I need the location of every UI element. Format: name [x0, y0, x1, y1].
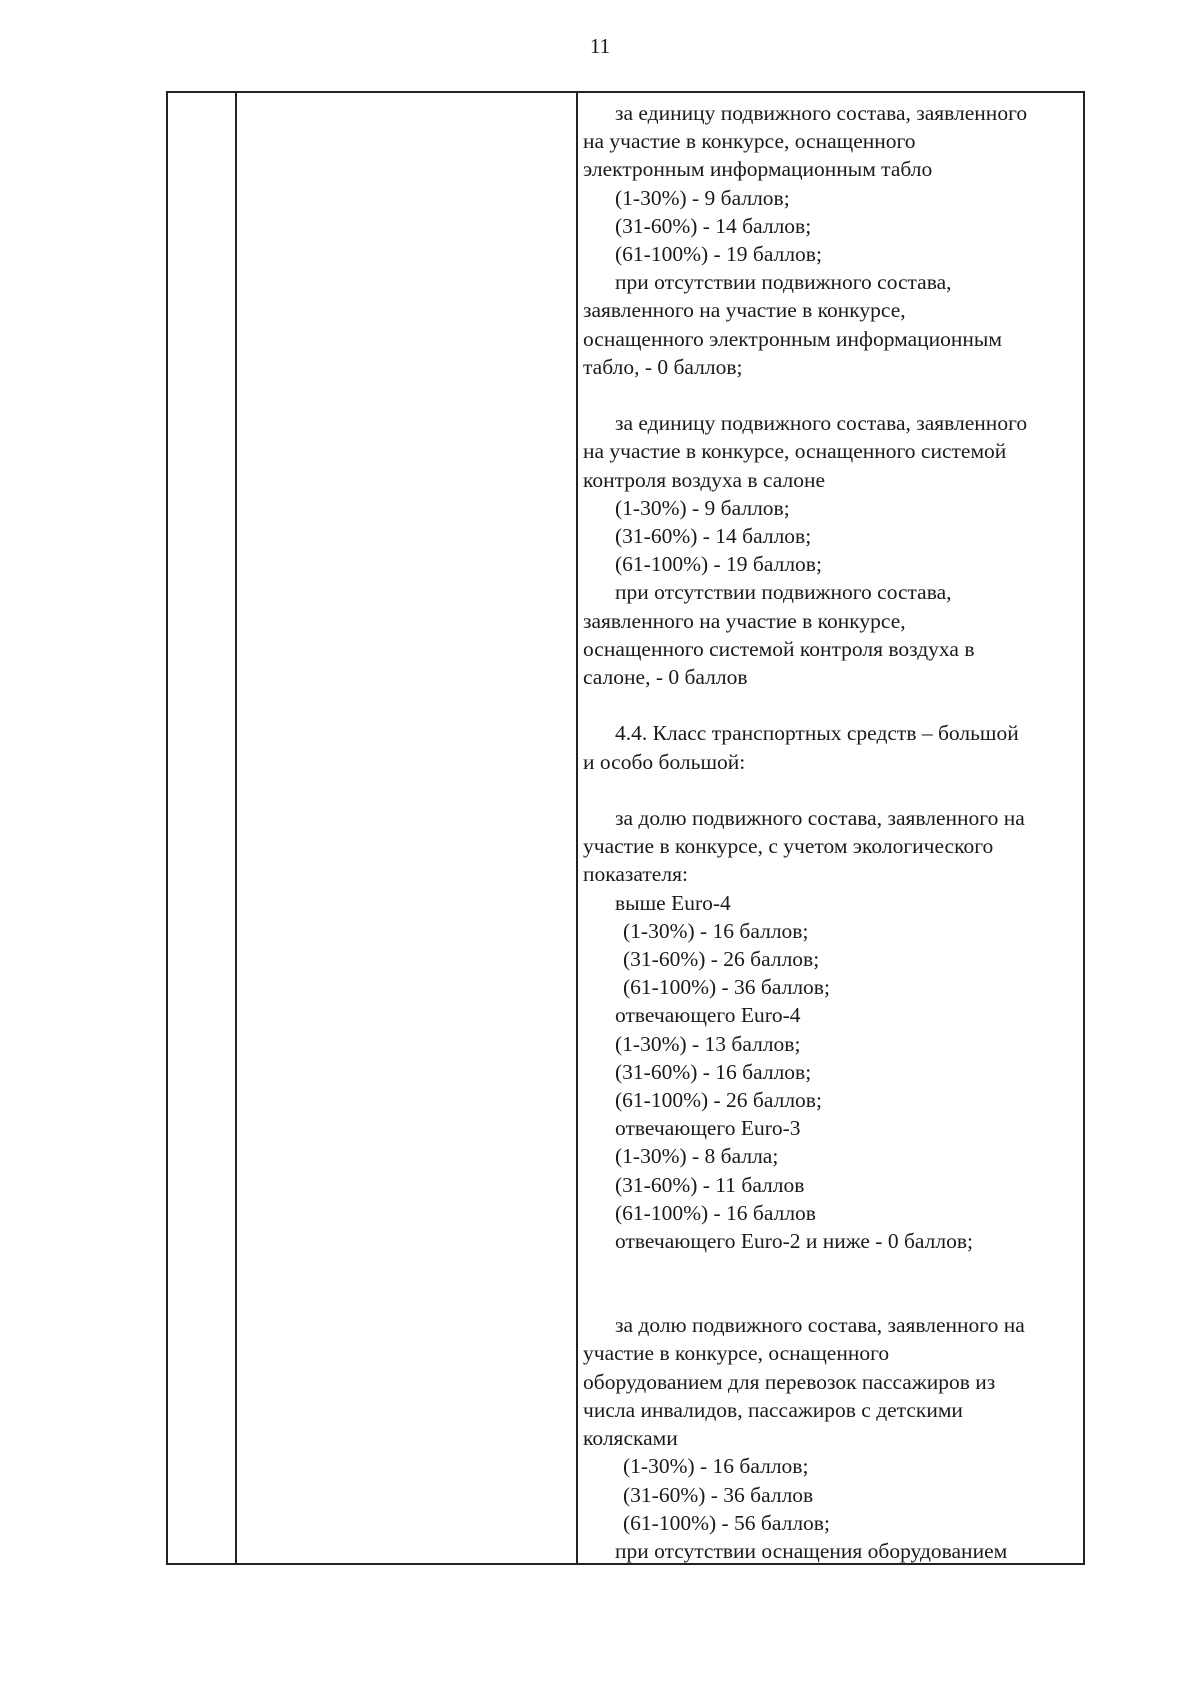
text-line: (61-100%) - 16 баллов [615, 1200, 816, 1225]
text-line: отвечающего Euro-2 и ниже - 0 баллов; [615, 1229, 973, 1254]
text-line: заявленного на участие в конкурсе, [583, 298, 906, 323]
block-spacer [579, 381, 1079, 409]
text-line: оснащенного системой контроля воздуха в [583, 636, 975, 661]
text-line: выше Euro-4 [615, 890, 731, 915]
text-line: (61-100%) - 19 баллов; [615, 552, 822, 577]
text-line: контроля воздуха в салоне [583, 467, 826, 492]
text-line: (1-30%) - 9 баллов; [615, 495, 790, 520]
text-line: (31-60%) - 11 баллов [615, 1172, 805, 1197]
criteria-block [579, 99, 1079, 381]
text-line: (31-60%) - 26 баллов; [623, 947, 820, 972]
text-line: (61-100%) - 26 баллов; [615, 1088, 822, 1113]
text-line: на участие в конкурсе, оснащенного системой [583, 439, 1007, 464]
text-line: за долю подвижного состава, заявленного на [615, 1313, 1025, 1338]
text-line: отвечающего Euro-4 [615, 1003, 801, 1028]
criteria-block [579, 1311, 1079, 1565]
text-line: (61-100%) - 19 баллов; [615, 242, 822, 267]
text-line: оснащенного электронным информационным [583, 326, 1002, 351]
page-number: 11 [589, 34, 611, 58]
text-line: при отсутствии подвижного состава, [615, 270, 952, 295]
text-line: при отсутствии подвижного состава, [615, 580, 952, 605]
text-line: при отсутствии оснащения оборудованием [615, 1538, 1008, 1563]
text-line: и особо большой: [583, 749, 746, 774]
column-divider [576, 93, 578, 1563]
criteria-block [579, 804, 1079, 1255]
text-line: (61-100%) - 36 баллов; [623, 975, 830, 1000]
text-line: (31-60%) - 14 баллов; [615, 213, 812, 238]
text-line: салоне, - 0 баллов [583, 665, 748, 690]
text-line: (31-60%) - 36 баллов [623, 1482, 814, 1507]
text-line: показателя: [583, 862, 688, 887]
column-divider [235, 93, 237, 1563]
text-line: табло, - 0 баллов; [583, 354, 743, 379]
text-line: за единицу подвижного состава, заявленного [615, 101, 1028, 125]
text-line: числа инвалидов, пассажиров с детскими [583, 1397, 963, 1422]
text-line: оборудованием для перевозок пассажиров из [583, 1369, 996, 1394]
text-line: (61-100%) - 56 баллов; [623, 1510, 830, 1535]
text-line: (1-30%) - 9 баллов; [615, 185, 790, 210]
block-spacer [579, 1255, 1079, 1311]
text-line: за единицу подвижного состава, заявленного [615, 411, 1028, 436]
text-line: (1-30%) - 13 баллов; [615, 1031, 801, 1056]
text-line: (1-30%) - 8 балла; [615, 1144, 779, 1169]
text-line: колясками [583, 1426, 678, 1451]
block-spacer [579, 776, 1079, 804]
text-line: (1-30%) - 16 баллов; [623, 918, 809, 943]
text-line: участие в конкурсе, оснащенного [583, 1341, 890, 1366]
block-spacer [579, 691, 1079, 719]
text-line: отвечающего Euro-3 [615, 1116, 801, 1141]
text-line: электронным информационным табло [583, 157, 933, 182]
text-line: заявленного на участие в конкурсе, [583, 608, 906, 633]
scoring-criteria-cell [579, 99, 1079, 1563]
criteria-table [166, 91, 1085, 1565]
text-line: за долю подвижного состава, заявленного на [615, 806, 1025, 831]
text-line: на участие в конкурсе, оснащенного [583, 129, 916, 154]
text-line: 4.4. Класс транспортных средств – большой [615, 721, 1019, 746]
text-line: (31-60%) - 16 баллов; [615, 1059, 812, 1084]
text-line: участие в конкурсе, с учетом экологического [583, 834, 994, 859]
text-line: (31-60%) - 14 баллов; [615, 524, 812, 549]
criteria-block [579, 409, 1079, 691]
text-line: (1-30%) - 16 баллов; [623, 1454, 809, 1479]
criteria-block [579, 719, 1079, 775]
